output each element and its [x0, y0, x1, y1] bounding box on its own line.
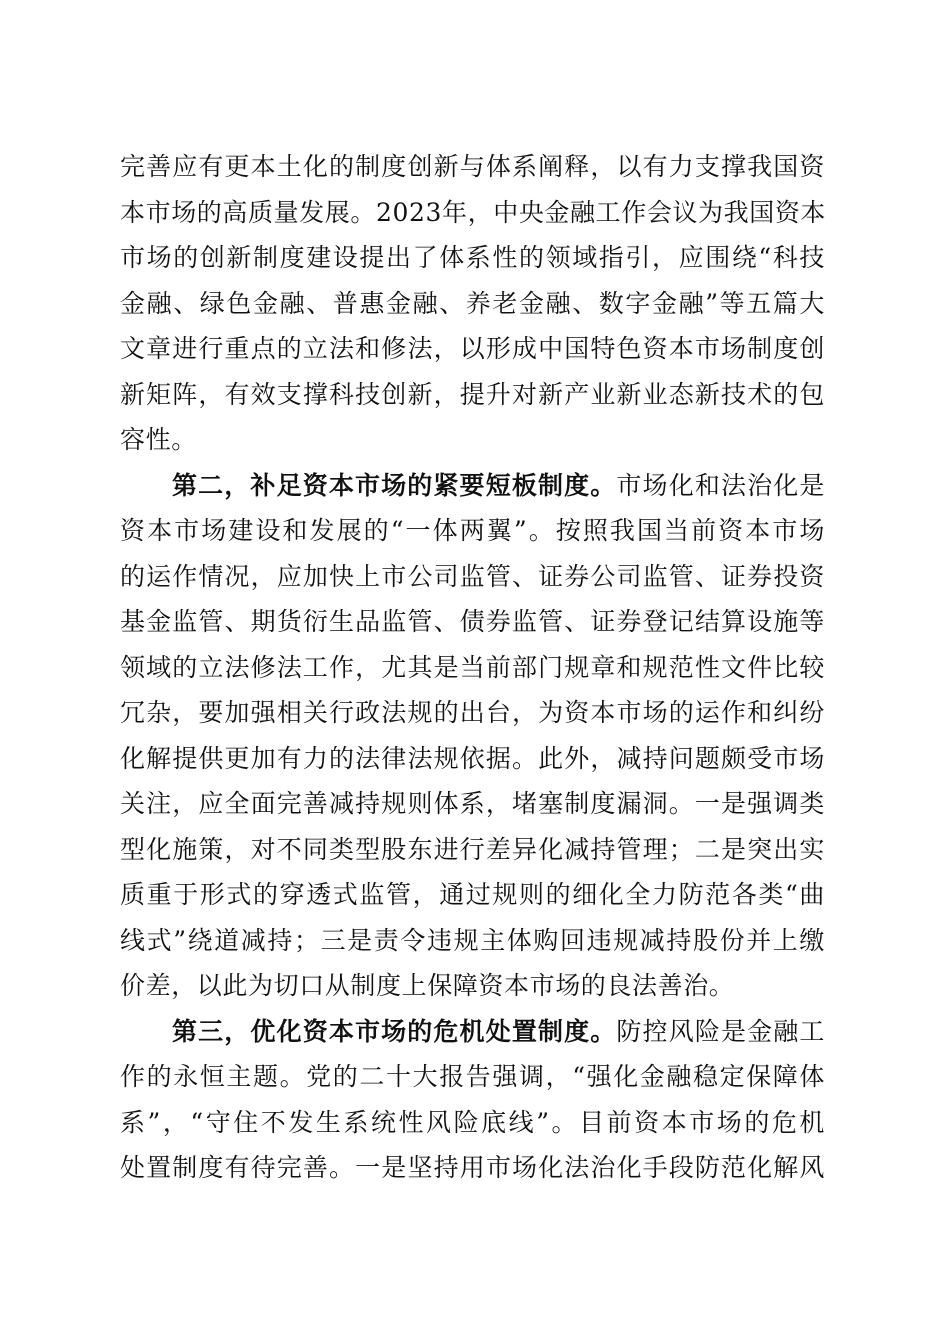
paragraph-3-heading: 第三，优化资本市场的危机处置制度。	[172, 1016, 617, 1046]
paragraph-1-line-5: 文章进行重点的立法和修法，以形成中国特色资本市场制度创	[120, 334, 825, 363]
paragraph-2-line-11: 线式”绕道减持；三是责令违规主体购回违规减持股份并上缴	[120, 925, 825, 955]
paragraph-1-line-1: 完善应有更本土化的制度创新与体系阐释，以有力支撑我国资	[120, 152, 825, 181]
paragraph-2-line-9: 型化施策，对不同类型股东进行差异化减持管理；二是突出实	[120, 834, 825, 864]
paragraph-1-line-6: 新矩阵，有效支撑科技创新，提升对新产业新业态新技术的包	[120, 379, 825, 409]
paragraph-3-line-1	[120, 1009, 825, 1055]
body-text	[120, 144, 825, 1191]
paragraph-2-line-5: 领域的立法修法工作，尤其是当前部门规章和规范性文件比较	[120, 652, 825, 682]
paragraph-1-line-2: 本市场的高质量发展。2023年，中央金融工作会议为我国资本	[120, 197, 827, 227]
paragraph-2-line-3: 的运作情况，应加快上市公司监管、证券公司监管、证券投资	[120, 561, 825, 591]
paragraph-1-line-7: 容性。	[120, 425, 197, 454]
paragraph-3-line-3: 系”，“守住不发生系统性风险底线”。目前资本市场的危机	[120, 1107, 825, 1137]
paragraph-2-line-6: 冗杂，要加强相关行政法规的出台，为资本市场的运作和纠纷	[120, 698, 825, 727]
paragraph-3-line-2: 作的永恒主题。党的二十大报告强调，“强化金融稳定保障体	[120, 1062, 825, 1091]
paragraph-2-heading: 第二，补足资本市场的紧要短板制度。	[172, 470, 617, 500]
paragraph-2-line-2: 资本市场建设和发展的“一体两翼”。按照我国当前资本市场	[120, 516, 825, 545]
paragraph-2-line-1	[120, 463, 825, 509]
paragraph-1-line-3: 市场的创新制度建设提出了体系性的领域指引，应围绕“科技	[120, 243, 825, 272]
paragraph-3-line-1-rest: 防控风险是金融工	[616, 1016, 825, 1046]
paragraph-2-line-4: 基金监管、期货衍生品监管、债券监管、证券登记结算设施等	[120, 607, 825, 636]
paragraph-2-line-7: 化解提供更加有力的法律法规依据。此外，减持问题颇受市场	[120, 743, 825, 773]
paragraph-2-line-1-rest: 市场化和法治化是	[616, 470, 825, 500]
paragraph-2-line-10: 质重于形式的穿透式监管，通过规则的细化全力防范各类“曲	[120, 880, 825, 909]
paragraph-1-line-4: 金融、绿色金融、普惠金融、养老金融、数字金融”等五篇大	[120, 288, 825, 318]
paragraph-2-line-8: 关注，应全面完善减持规则体系，堵塞制度漏洞。一是强调类	[120, 789, 825, 818]
paragraph-2-line-12: 价差，以此为切口从制度上保障资本市场的良法善治。	[120, 971, 735, 1000]
paragraph-3-line-4: 处置制度有待完善。一是坚持用市场化法治化手段防范化解风	[120, 1153, 825, 1182]
